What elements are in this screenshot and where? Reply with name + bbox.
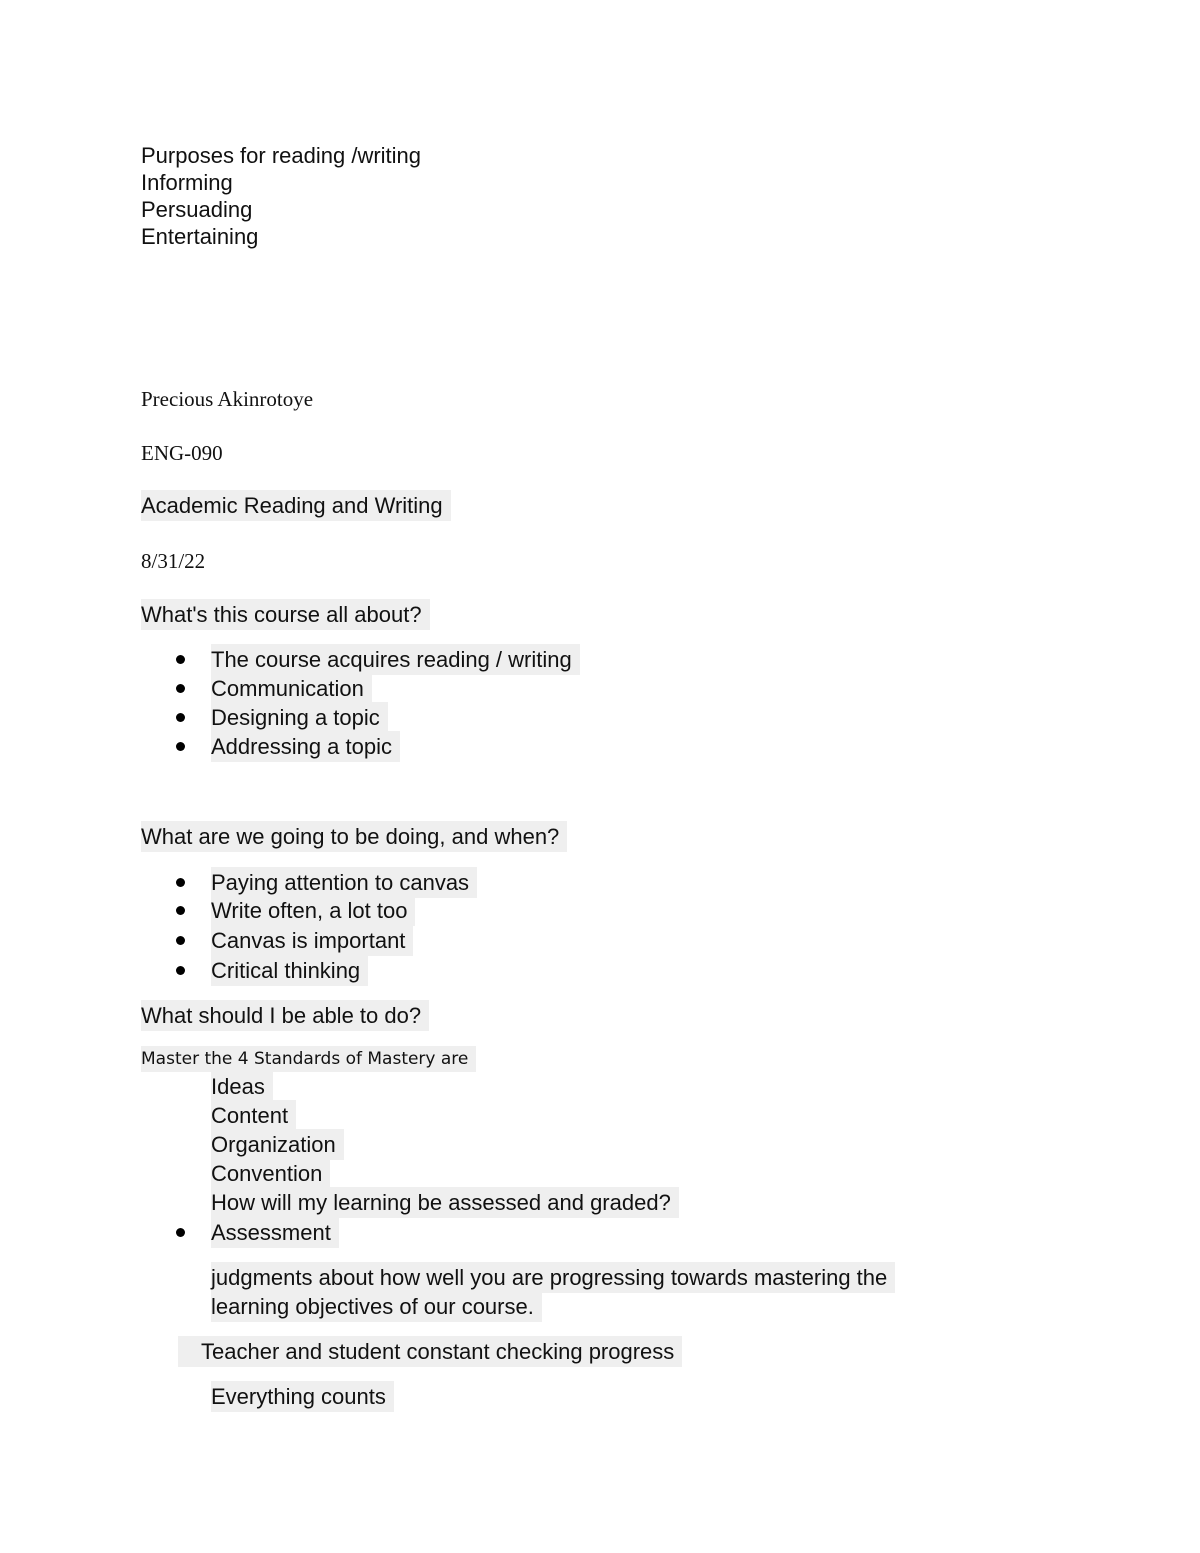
list-item	[211, 930, 413, 952]
purpose-item-informing: Informing	[141, 170, 233, 195]
standards-heading-text: Master the 4 Standards of Mastery are	[141, 1046, 476, 1072]
everything-counts	[211, 1386, 394, 1408]
bullet-dot	[176, 742, 185, 751]
everything-counts-text: Everything counts	[211, 1381, 394, 1412]
course-title-text: Academic Reading and Writing	[141, 490, 451, 521]
standard-item-convention	[211, 1163, 330, 1185]
bullet-dot	[176, 966, 185, 975]
assessment-description-line2	[211, 1296, 542, 1318]
section1-question-text: What's this course all about?	[141, 599, 430, 630]
purpose-item-persuading: Persuading	[141, 197, 253, 222]
assessment-description-text: judgments about how well you are progressing towards mastering the	[211, 1262, 895, 1293]
teacher-note-text: Teacher and student constant checking progress	[178, 1336, 682, 1367]
list-item	[211, 736, 400, 758]
list-item	[211, 960, 368, 982]
section2-question	[141, 826, 567, 848]
bullet-dot	[176, 713, 185, 722]
list-item-text: The course acquires reading / writing	[211, 644, 580, 675]
list-item	[211, 649, 580, 671]
purpose-item-entertaining: Entertaining	[141, 224, 259, 249]
list-item-text: Paying attention to canvas	[211, 867, 477, 898]
standard-item-organization	[211, 1134, 344, 1156]
bullet-dot	[176, 878, 185, 887]
standard-item-text: Organization	[211, 1129, 344, 1160]
list-item-assessment	[211, 1222, 339, 1244]
assessment-description-line1	[211, 1267, 895, 1289]
assessment-question-text: How will my learning be assessed and graded?	[211, 1187, 679, 1218]
standard-item-text: Ideas	[211, 1071, 273, 1102]
standard-item-text: Convention	[211, 1158, 330, 1189]
list-item-text: Assessment	[211, 1217, 339, 1248]
course-title	[141, 495, 451, 517]
bullet-dot	[176, 684, 185, 693]
assessment-question	[211, 1192, 679, 1214]
list-item-text: Write often, a lot too	[211, 895, 415, 926]
bullet-dot	[176, 1228, 185, 1237]
course-code: ENG-090	[141, 441, 223, 465]
standard-item-content	[211, 1105, 296, 1127]
document-date: 8/31/22	[141, 549, 206, 573]
list-item-text: Designing a topic	[211, 702, 388, 733]
section3-question-text: What should I be able to do?	[141, 1000, 429, 1031]
teacher-note	[178, 1341, 682, 1363]
standards-heading	[141, 1051, 476, 1068]
assessment-description-text: learning objectives of our course.	[211, 1291, 542, 1322]
bullet-dot	[176, 906, 185, 915]
list-item-text: Canvas is important	[211, 925, 413, 956]
list-item	[211, 678, 372, 700]
section1-question	[141, 604, 430, 626]
purposes-title: Purposes for reading /writing	[141, 143, 422, 168]
standard-item-ideas	[211, 1076, 273, 1098]
standard-item-text: Content	[211, 1100, 296, 1131]
list-item-text: Critical thinking	[211, 955, 368, 986]
section2-question-text: What are we going to be doing, and when?	[141, 821, 567, 852]
list-item-text: Communication	[211, 673, 372, 704]
list-item	[211, 872, 477, 894]
section3-question	[141, 1005, 429, 1027]
bullet-dot	[176, 655, 185, 664]
student-name: Precious Akinrotoye	[141, 387, 314, 411]
bullet-dot	[176, 936, 185, 945]
list-item	[211, 900, 415, 922]
list-item	[211, 707, 388, 729]
list-item-text: Addressing a topic	[211, 731, 400, 762]
